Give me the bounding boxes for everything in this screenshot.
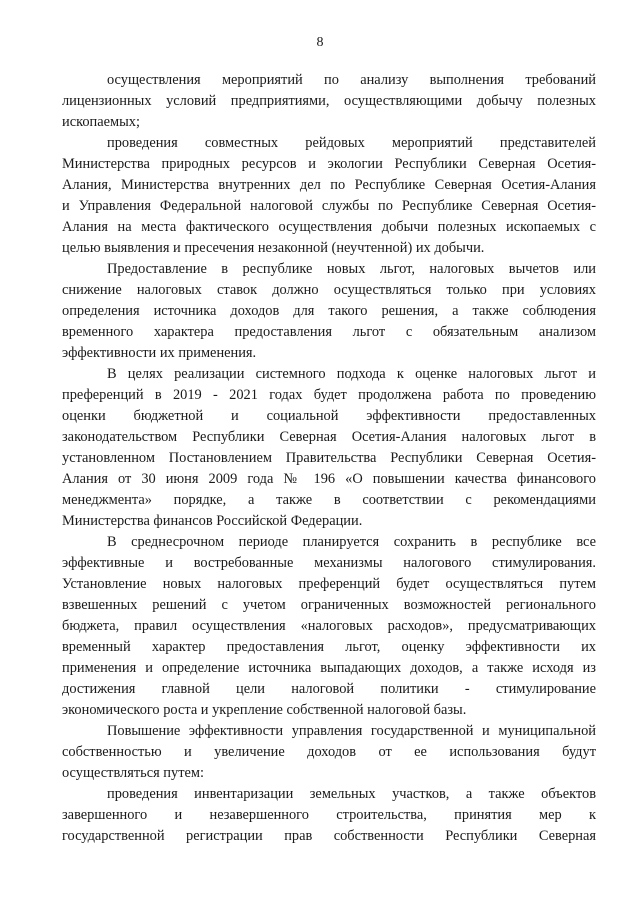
text-line: оценки бюджетной и социальной эффективности предоставленных bbox=[62, 408, 596, 424]
text-line: снижение налоговых ставок должно осуществляться только при условиях bbox=[62, 282, 596, 298]
text-line: целью выявления и пресечения незаконной (неучтенной) их добычи. bbox=[62, 240, 485, 256]
text-line: временный характер предоставления льгот, оценку эффективности их bbox=[62, 639, 596, 655]
text-line: и Управления Федеральной налоговой службы по Республике Северная Осетия- bbox=[62, 198, 596, 214]
text-line: преференций в 2019 - 2021 годах будет продолжена работа по проведению bbox=[62, 387, 596, 403]
text-line: достижения главной цели налоговой политики - стимулирование bbox=[62, 681, 596, 697]
text-line: менеджмента» порядке, а также в соответствии с рекомендациями bbox=[62, 492, 596, 508]
text-line: Алания на места фактического осуществления добычи полезных ископаемых с bbox=[62, 219, 596, 235]
text-line: государственной регистрации прав собственности Республики Северная bbox=[62, 828, 596, 844]
text-line: осуществления мероприятий по анализу выполнения требований bbox=[107, 72, 596, 88]
text-line: взвешенных решений с учетом ограниченных возможностей регионального bbox=[62, 597, 596, 613]
text-line: применения и определение источника выпадающих доходов, а также исходя из bbox=[62, 660, 596, 676]
text-line: ископаемых; bbox=[62, 114, 140, 130]
page-number: 8 bbox=[316, 35, 324, 50]
text-line: Алания от 30 июня 2009 года № 196 «О повышении качества финансового bbox=[62, 471, 596, 487]
text-line: осуществляться путем: bbox=[62, 765, 204, 781]
text-line: В среднесрочном периоде планируется сохранить в республике все bbox=[107, 534, 596, 550]
text-line: проведения инвентаризации земельных участков, а также объектов bbox=[107, 786, 596, 802]
text-line: В целях реализации системного подхода к оценке налоговых льгот и bbox=[107, 366, 596, 382]
text-line: временного характера предоставления льгот с обязательным анализом bbox=[62, 324, 596, 340]
text-line: эффективные и востребованные механизмы налогового стимулирования. bbox=[62, 555, 596, 571]
text-line: завершенного и незавершенного строительства, принятия мер к bbox=[62, 807, 596, 823]
text-line: Установление новых налоговых преференций будет осуществляться путем bbox=[62, 576, 596, 592]
text-line: проведения совместных рейдовых мероприятий представителей bbox=[107, 135, 596, 151]
text-line: установленном Постановлением Правительства Республики Северная Осетия- bbox=[62, 450, 596, 466]
text-line: Министерства финансов Российской Федерации. bbox=[62, 513, 363, 529]
text-line: законодательством Республики Северная Осетия-Алания налоговых льгот в bbox=[62, 429, 596, 445]
text-line: собственностью и увеличение доходов от ее использования будут bbox=[62, 744, 596, 760]
text-line: экономического роста и укрепление собственной налоговой базы. bbox=[62, 702, 467, 718]
text-line: определения источника доходов для такого решения, а также соблюдения bbox=[62, 303, 596, 319]
text-line: бюджета, правил осуществления «налоговых расходов», предусматривающих bbox=[62, 618, 596, 634]
text-line: эффективности их применения. bbox=[62, 345, 257, 361]
text-line: Алания, Министерства внутренних дел по Республике Северная Осетия-Алания bbox=[62, 177, 596, 193]
text-line: Повышение эффективности управления государственной и муниципальной bbox=[107, 723, 596, 739]
text-line: Предоставление в республике новых льгот, налоговых вычетов или bbox=[107, 261, 596, 277]
text-line: Министерства природных ресурсов и экологии Республики Северная Осетия- bbox=[62, 156, 596, 172]
text-line: лицензионных условий предприятиями, осуществляющими добычу полезных bbox=[62, 93, 596, 109]
